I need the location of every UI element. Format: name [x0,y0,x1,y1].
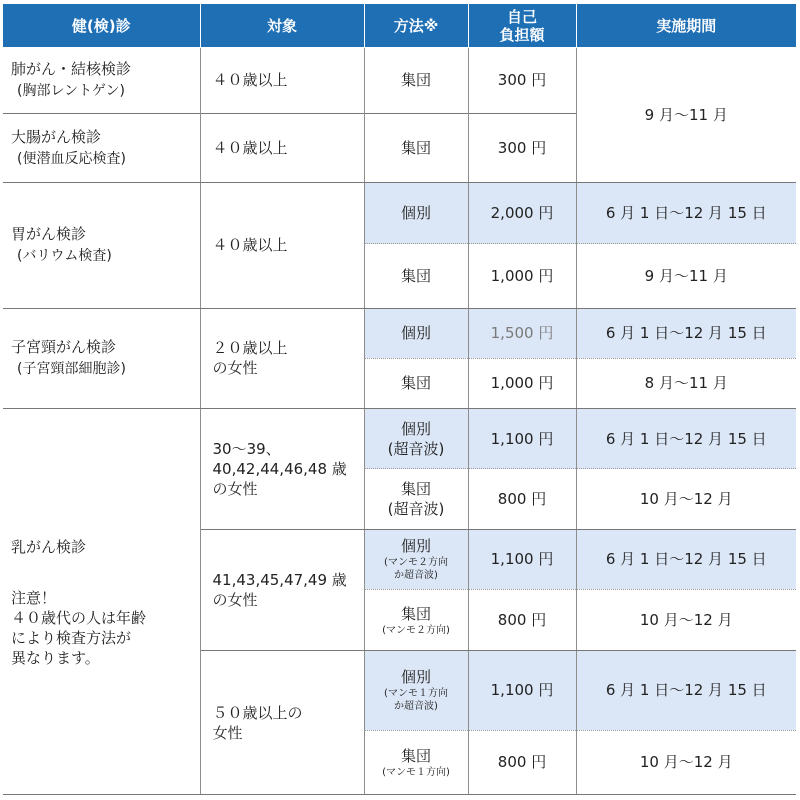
target-line: 41,43,45,47,49 歳 [212,570,347,589]
note-line: 異なります。 [11,648,100,667]
cost-cell: 1,100 円 [468,409,576,469]
exam-sub: (便潜血反応検査) [17,150,126,167]
target-cell: ４０歳以上 [200,113,364,182]
period-cell: 10 月〜12 月 [576,730,796,794]
cost-cell: 2,000 円 [468,182,576,243]
method-sub: (マンモ１方向) [382,766,450,778]
target-line: ５０歳以上の [212,703,303,722]
cost-cell: 800 円 [468,589,576,650]
target-line: の女性 [212,590,258,609]
header-cost [468,4,576,48]
method-sub: (マンモ１方向 [384,688,448,700]
period-cell: 6 月 1 日〜12 月 15 日 [576,182,796,243]
cost-cell: 1,100 円 [468,651,576,730]
cost-cell: 1,000 円 [468,244,576,308]
method-label: 集団 [400,479,431,498]
note-line: 注意！ [11,588,57,607]
method-label: 集団 [400,746,431,765]
target-cell [200,409,364,530]
exam-name: 大腸がん検診 [11,127,102,146]
cost-cell: 1,500 円 [468,308,576,358]
method-sub: か超音波) [394,701,438,713]
exam-name: 肺がん・結核検診 [11,60,132,79]
exam-name-cell [3,113,200,182]
method-cell [364,589,468,650]
table-row [3,409,796,469]
target-line: 40,42,44,46,48 歳 [212,459,347,478]
method-cell [364,409,468,469]
exam-name: 乳がん検診 [11,537,87,556]
exam-sub: (バリウム検査) [17,248,112,265]
table-row [3,182,796,243]
method-sub: (マンモ２方向 [384,557,448,569]
period-cell: 6 月 1 日〜12 月 15 日 [576,308,796,358]
method-cell [364,651,468,730]
method-label: 個別 [400,537,431,556]
method-sub: (超音波) [387,499,445,518]
exam-name: 胃がん検診 [11,225,87,244]
header-exam: 健(検)診 [3,4,200,48]
exam-name-cell [3,308,200,409]
cost-cell: 800 円 [468,469,576,529]
target-line: 女性 [212,723,243,742]
method-cell [364,529,468,589]
exam-name-cell [3,48,200,113]
cost-cell: 800 円 [468,730,576,794]
exam-name-cell [3,409,200,795]
target-line: の女性 [212,359,258,378]
cost-cell: 1,100 円 [468,529,576,589]
method-cell [364,469,468,529]
period-cell: 6 月 1 日〜12 月 15 日 [576,409,796,469]
cost-cell: 300 円 [468,48,576,113]
exam-sub: (子宮頸部細胞診) [17,361,126,378]
table-row [3,48,796,113]
screening-schedule-table [3,3,796,795]
header-cost-line2: 負担額 [499,25,545,44]
method-cell: 個別 [364,308,468,358]
target-cell: ４０歳以上 [200,182,364,308]
exam-sub: (胸部レントゲン) [17,83,126,100]
header-method: 方法※ [364,4,468,48]
method-cell: 集団 [364,358,468,408]
target-cell [200,651,364,795]
header-period: 実施期間 [576,4,796,48]
header-target: 対象 [200,4,364,48]
exam-name: 子宮頸がん検診 [11,338,117,357]
period-cell: 9 月〜11 月 [576,48,796,183]
cost-cell: 300 円 [468,113,576,182]
method-sub: か超音波) [394,570,438,582]
target-line: の女性 [212,479,258,498]
header-row [3,4,796,48]
method-sub: (超音波) [387,439,445,458]
period-cell: 6 月 1 日〜12 月 15 日 [576,651,796,730]
method-label: 集団 [400,604,431,623]
period-cell: 10 月〜12 月 [576,589,796,650]
note-line: により検査方法が [11,628,132,647]
target-cell [200,529,364,651]
cost-cell: 1,000 円 [468,358,576,408]
target-line: ２０歳以上 [212,339,288,358]
method-cell [364,730,468,794]
period-cell: 9 月〜11 月 [576,244,796,308]
target-cell: ４０歳以上 [200,48,364,113]
target-cell [200,308,364,409]
exam-name-cell [3,182,200,308]
period-cell: 6 月 1 日〜12 月 15 日 [576,529,796,589]
period-cell: 8 月〜11 月 [576,358,796,408]
period-cell: 10 月〜12 月 [576,469,796,529]
exam-note [11,588,200,668]
method-cell: 集団 [364,113,468,182]
note-line: ４０歳代の人は年齢 [11,608,147,627]
method-cell: 個別 [364,182,468,243]
method-label: 個別 [400,668,431,687]
method-sub: (マンモ２方向) [382,624,450,636]
header-cost-line1: 自己 [506,7,537,26]
method-cell: 集団 [364,244,468,308]
table-row [3,308,796,358]
method-cell: 集団 [364,48,468,113]
target-line: 30〜39、 [212,439,281,458]
method-label: 個別 [400,419,431,438]
